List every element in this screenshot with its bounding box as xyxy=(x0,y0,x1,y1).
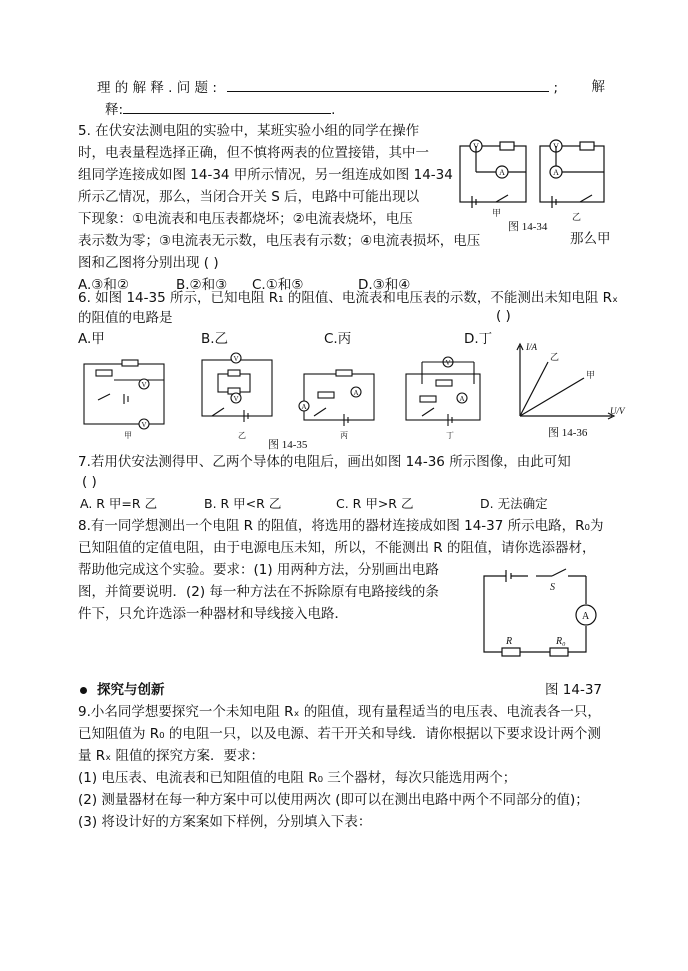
q8-line-1: 8.有一同学想测出一个电阻 R 的阻值，将选用的器材连接成如图 14-37 所示电路，R₀为 xyxy=(78,518,604,534)
q6-option-c[interactable]: C.丙 xyxy=(324,331,352,347)
q7-options xyxy=(80,495,548,513)
q8-line-3: 帮助他完成这个实验。要求：(1) 用两种方法，分别画出电路 xyxy=(78,562,439,578)
fig1435-caption: 图 14-35 xyxy=(268,439,308,450)
fig1435-label-jia: 甲 xyxy=(124,431,132,440)
section-title: 探究与创新 xyxy=(97,682,165,698)
circuit-35-yi xyxy=(202,353,272,422)
q5-option-d[interactable]: D.③和④ xyxy=(358,277,411,293)
q8-line-2: 已知阻值的定值电阻，由于电源电压未知，所以，不能测出 R 的阻值，请你选添器材， xyxy=(78,540,596,556)
q4-explain-prefix: 解 xyxy=(591,79,611,95)
fig1436-xlabel: U/V xyxy=(610,406,625,416)
q7-option-b[interactable]: B. R 甲<R 乙 xyxy=(204,496,282,511)
q7-option-a[interactable]: A. R 甲=R 乙 xyxy=(80,496,158,511)
circuit-35-ding xyxy=(406,357,480,426)
q4-separator: ; xyxy=(553,80,559,96)
svg-text:V: V xyxy=(141,421,147,429)
svg-text:V: V xyxy=(473,142,479,151)
resistor-r xyxy=(502,648,520,656)
q9-line-4: (1) 电压表、电流表和已知阻值的电阻 R₀ 三个器材，每次只能选用两个； xyxy=(78,770,517,786)
q4-question-blank[interactable] xyxy=(227,78,549,92)
q6-option-a[interactable]: A.甲 xyxy=(78,331,105,347)
fig1437-label-r: R xyxy=(506,636,513,647)
bullet-icon xyxy=(80,687,87,694)
q6-line-1: 6. 如图 14-35 所示，已知电阻 R₁ 的阻值、电流表和电压表的示数，不能测出未知电阻 Rₓ xyxy=(78,290,619,306)
q4-period: . xyxy=(331,102,336,118)
fig1436-label-yi: 乙 xyxy=(550,352,560,362)
q9-line-2: 已知阻值为 R₀ 的电阻一只，以及电源、若干开关和导线．请你根据以下要求设计两个测 xyxy=(78,726,601,742)
svg-text:V: V xyxy=(445,359,451,367)
figure-14-37 xyxy=(478,568,608,660)
svg-text:V: V xyxy=(141,381,147,389)
q9-line-1: 9.小名同学想要探究一个未知电阻 Rₓ 的阻值，现有量程适当的电压表、电流表各一只， xyxy=(78,704,601,720)
q5-line-3: 组同学连接成如图 14-34 甲所示情况，另一组连成如图 14-34 xyxy=(78,167,453,183)
q4-explain-blank[interactable] xyxy=(123,100,331,114)
q9-line-5: (2) 测量器材在每一种方案中可以使用两次 (即可以在测出电路中两个不同部分的值)； xyxy=(78,792,589,808)
q6-paren: ( ) xyxy=(496,308,511,324)
svg-text:V: V xyxy=(553,142,559,151)
q8-line-5: 件下，只允许选添一种器材和导线接入电路． xyxy=(78,606,348,622)
svg-text:A: A xyxy=(353,389,359,397)
q7-option-c[interactable]: C. R 甲>R 乙 xyxy=(336,496,414,511)
svg-text:A: A xyxy=(553,168,559,177)
figure-14-36 xyxy=(512,340,632,444)
q4-explain-label: 释: xyxy=(105,102,124,118)
q9-line-3: 量 Rₓ 阻值的探究方案．要求： xyxy=(78,748,264,764)
q5-line-6-right: 那么甲 xyxy=(570,231,611,247)
fig1434-caption: 图 14-34 xyxy=(508,221,548,233)
fig1437-label-a: A xyxy=(582,611,590,622)
section-heading xyxy=(80,681,165,699)
q7-line-2: ( ) xyxy=(82,474,97,490)
q5-option-a[interactable]: A.③和② xyxy=(78,277,129,293)
circuit-yi xyxy=(540,140,604,208)
fig1435-label-yi: 乙 xyxy=(238,431,246,440)
q6-option-b[interactable]: B.乙 xyxy=(201,331,229,347)
q4-answer-line xyxy=(97,78,611,97)
q7-option-d[interactable]: D. 无法确定 xyxy=(480,496,548,511)
resistor-r0 xyxy=(550,648,568,656)
q5-option-c[interactable]: C.①和⑤ xyxy=(252,277,304,293)
figure-14-34 xyxy=(452,132,612,242)
svg-text:A: A xyxy=(301,403,307,411)
q6-option-d[interactable]: D.丁 xyxy=(464,331,493,347)
q5-line-1: 5. 在伏安法测电阻的实验中，某班实验小组的同学在操作 xyxy=(78,123,420,139)
q7-line-1: 7.若用伏安法测得甲、乙两个导体的电阻后，画出如图 14-36 所示图像，由此可知 xyxy=(78,454,571,470)
svg-text:A: A xyxy=(499,168,505,177)
q5-line-7: 图和乙图将分别出现 ( ) xyxy=(78,255,219,271)
svg-text:V: V xyxy=(233,355,239,363)
fig1437-caption: 图 14-37 xyxy=(545,682,603,698)
circuit-35-bing xyxy=(299,370,374,426)
q6-options xyxy=(78,330,492,348)
fig1435-label-ding: 丁 xyxy=(446,431,454,440)
figure-14-35 xyxy=(78,350,508,450)
q5-line-4: 所示乙情况，那么，当闭合开关 S 后，电路中可能出现以 xyxy=(78,189,420,205)
fig1437-label-r0: R₀ xyxy=(556,636,566,647)
svg-text:V: V xyxy=(233,395,239,403)
q5-line-6: 表示数为零；③电流表无示数，电压表有示数；④电流表损坏，电压 xyxy=(78,233,481,249)
fig1436-label-jia: 甲 xyxy=(586,370,596,380)
fig1436-caption: 图 14-36 xyxy=(548,427,588,439)
svg-text:A: A xyxy=(459,395,465,403)
fig1437-label-s: S xyxy=(550,582,555,593)
fig1435-label-bing: 丙 xyxy=(340,431,348,440)
q6-line-2: 的阻值的电路是 xyxy=(78,310,173,326)
circuit-jia xyxy=(460,140,526,208)
q8-line-4: 图，并简要说明．(2) 每一种方法在不拆除原有电路接线的条 xyxy=(78,584,439,600)
q4-explain-line xyxy=(105,100,335,119)
fig1436-ylabel: I/A xyxy=(526,342,537,352)
circuit-35-jia xyxy=(84,360,164,429)
fig1434-label-jia: 甲 xyxy=(492,208,502,218)
q5-line-5: 下现象：①电流表和电压表都烧坏；②电流表烧坏，电压 xyxy=(78,211,413,227)
q9-line-6: (3) 将设计好的方案案如下样例，分别填入下表： xyxy=(78,814,372,830)
q5-line-2: 时，电表量程选择正确，但不慎将两表的位置接错，其中一 xyxy=(78,145,429,161)
q5-option-b[interactable]: B.②和③ xyxy=(176,277,228,293)
fig1434-label-yi: 乙 xyxy=(572,212,582,222)
q4-question-prefix: 理 的 解 释 . 问 题 : xyxy=(97,80,217,96)
